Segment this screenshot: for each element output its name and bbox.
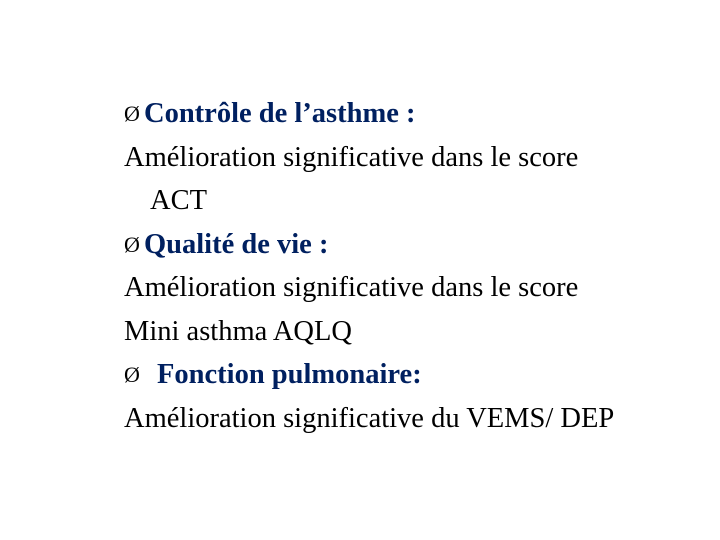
lung-function-text: Amélioration significative du VEMS/ DEP xyxy=(124,402,615,434)
asthma-control-text: Amélioration significative dans le score xyxy=(124,141,579,173)
quality-of-life-text: Amélioration significative dans le score xyxy=(124,272,579,303)
heading-quality-of-life: Qualité de vie : xyxy=(144,228,329,260)
arrow-bullet-icon: Ø xyxy=(124,231,140,257)
heading-lung-function: Fonction pulmonaire: xyxy=(157,359,422,390)
arrow-bullet-icon: Ø xyxy=(124,362,140,387)
slide-body xyxy=(124,92,704,440)
bullet-lung-function xyxy=(124,353,704,397)
bullet-quality-of-life xyxy=(124,223,704,267)
bullet-asthma-control xyxy=(124,92,704,136)
quality-of-life-score-name: Mini asthma AQLQ xyxy=(124,315,352,347)
asthma-control-score-name: ACT xyxy=(150,185,207,216)
arrow-bullet-icon: Ø xyxy=(124,101,140,126)
heading-asthma-control: Contrôle de l’asthme : xyxy=(144,98,416,129)
